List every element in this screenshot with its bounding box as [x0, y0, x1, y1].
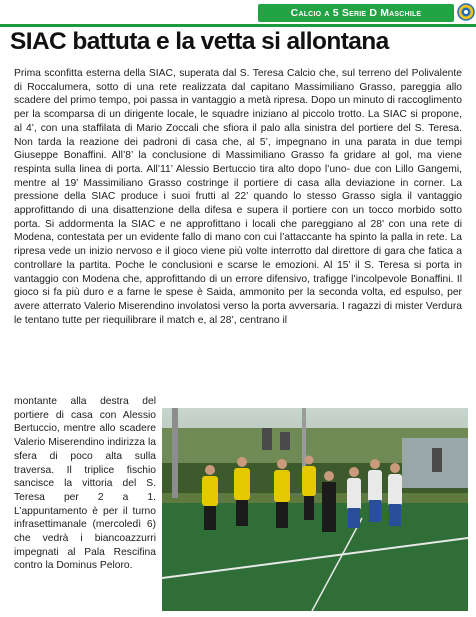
section-tag: Calcio a 5 Serie D Maschile	[258, 4, 454, 22]
article-body-main: Prima sconfitta esterna della SIAC, superata dal S. Teresa Calcio che, sul terreno del Polivalente di Roccalumera, sotto di una rete realizzata dal capitano Massimiliano Grasso, pareggia allo scadere del primo tempo, poi passa in vantaggio a metà ripresa. Dopo un minuto di raccoglimento per la scomparsa di un dirigente locale, le squadre iniziano al piccolo trotto. La SIAC si propone, al 4’, con una staffilata di Mario Zoccali che sfiora il palo alla sinistra del portiere del S. Teresa. Non tarda la reazione dei padroni di casa che, al 5’, impegnano in una parata in due tempi Giuseppe Bonaffini. All’8’ la conclusione di Massimiliano Grasso fa gridare al gol, ma viene respinta sulla linea di porta. All’11’ Alessio Bertuccio tira alto dopo l’uno- due con Lillo Gangemi, mentre al 19’ Massimiliano Grasso costringe il portiere di casa alla deviazione in corner. La pressione della SIAC produce i suoi frutti al 22’ quando lo stesso Grasso sigla il vantaggio approfittando di una disattenzione della difesa e supera il portiere con un tocco morbido sotto porta. Si addormenta la SIAC e ne approfittano i locali che pareggiano al 28’ con una rete di Modena, contestata per un evidente fallo di mano con cui l’attaccante ha spinto la palla in rete. La ripresa vede un inizio nervoso e il gioco viene più volte interrotto dal direttore di gara che fatica a controllare la partita. Poche le conclusioni e scarse le emozioni. Al 15’ il S. Teresa si porta in vantaggio con Modena che, approfittando di un errore difensivo, trafigge l’incolpevole Bonaffini. Il gioco si fa più duro e a farne le spese è Saida, ammonito per la seconda volta, ed espulso, per avere atterrato Valerio Miserendino involatosi verso la porta avversaria. I ragazzi di mister Verdura le tentano tutte per riequilibrare il match e, al 28’, centrano il	[14, 68, 462, 326]
header-rule	[0, 24, 476, 27]
match-photo	[162, 408, 468, 611]
article-body	[14, 67, 462, 327]
article-title: SIAC battuta e la vetta si allontana	[10, 28, 389, 55]
club-crest-icon	[457, 3, 475, 21]
match-photo-illustration	[162, 408, 468, 611]
article-body-continued: montante alla destra del portiere di casa con Alessio Bertuccio, mentre allo scadere Valerio Miserendino indirizza la sfera di poco alta sulla traversa. Il triplice fischio sancisce la vittoria del S. Teresa per 2 a 1. L’appuntamento è per il turno infrasettimanale (mercoledì 6) che vedrà i biancoazzurri impegnati al Pala Rescifina contro la Dominus Peloro.	[14, 396, 156, 572]
